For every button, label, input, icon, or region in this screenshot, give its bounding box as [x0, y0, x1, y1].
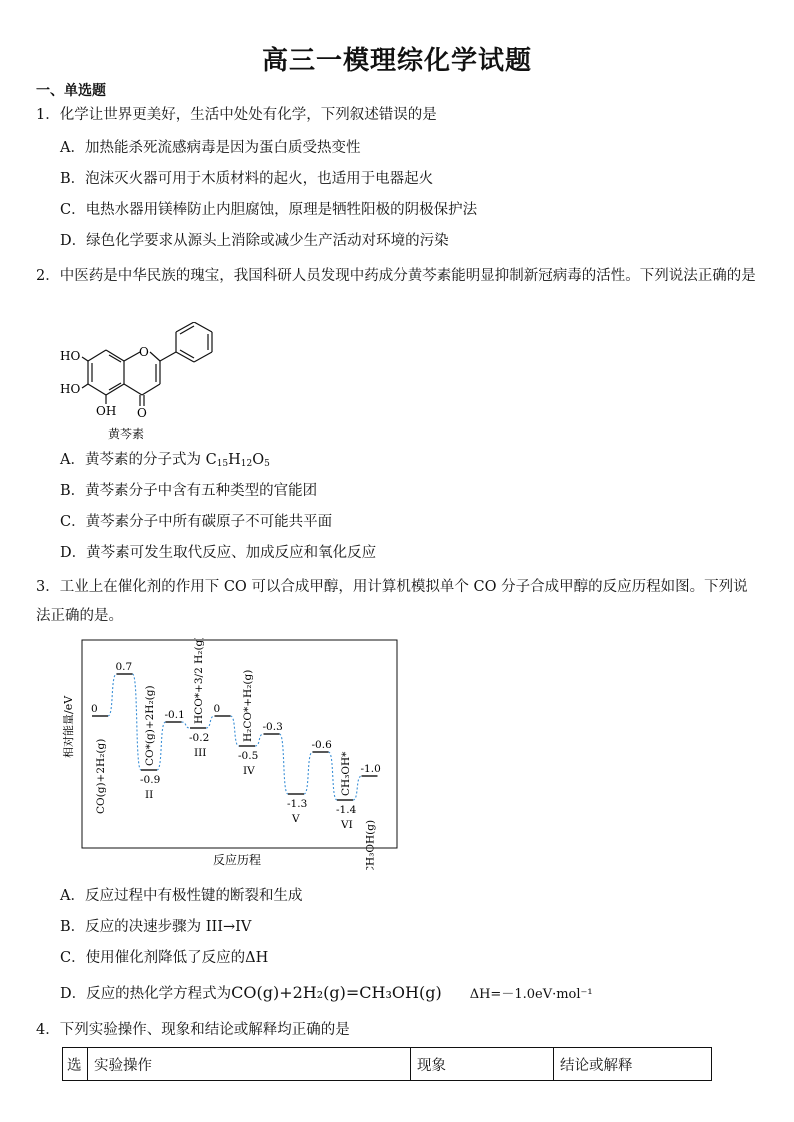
transition-curve-11 — [353, 776, 362, 800]
energy-profile-chart — [55, 638, 405, 874]
question-3-stem: 3．工业上在催化剂的作用下 CO 可以合成甲醇，用计算机模拟单个 CO 分子合成甲醇的反应历程如图。下列说法正确的是。 — [36, 579, 748, 624]
energy-value-label-4: -0.2 — [189, 732, 210, 744]
energy-value-label-7: -0.3 — [262, 721, 283, 733]
question-3-option-a[interactable]: A．反应过程中有极性键的断裂和生成 — [60, 888, 303, 904]
energy-value-label-2: -0.9 — [140, 774, 161, 786]
species-label-11: CH₃OH(g) — [364, 819, 377, 870]
transition-curve-7 — [255, 734, 264, 746]
energy-value-label-10: -1.4 — [336, 804, 357, 816]
transition-curve-1 — [108, 674, 117, 716]
species-label-6: H₂CO*+H₂(g) — [242, 669, 254, 742]
page-title: 高三一模理综化学试题 — [261, 46, 532, 76]
transition-curve-3 — [157, 722, 166, 770]
question-3-option-c[interactable]: C．使用催化剂降低了反应的ΔH — [60, 950, 269, 966]
baicalein-structure — [58, 322, 228, 448]
question-4-stem: 4．下列实验操作、现象和结论或解释均正确的是 — [36, 1022, 350, 1038]
question-1-option-a[interactable]: A．加热能杀死流感病毒是因为蛋白质受热变性 — [60, 140, 361, 156]
experiment-table — [62, 1047, 712, 1081]
energy-value-label-8: -1.3 — [287, 798, 308, 810]
structure-label-oh: OH — [96, 404, 117, 418]
question-1-option-c[interactable]: C．电热水器用镁棒防止内胆腐蚀，原理是牺牲阳极的阴极保护法 — [60, 202, 478, 218]
question-1-option-b[interactable]: B．泡沫灭火器可用于木质材料的起火，也适用于电器起火 — [60, 171, 434, 187]
transition-curve-5 — [206, 716, 215, 728]
section-heading: 一、单选题 — [36, 83, 106, 99]
transition-curve-10 — [329, 752, 338, 800]
energy-value-label-9: -0.6 — [311, 739, 332, 751]
state-roman-label-4: III — [194, 747, 207, 759]
question-3-option-d[interactable] — [60, 983, 593, 1005]
transition-curve-4 — [182, 722, 191, 728]
structure-label-ho-upper: HO — [60, 349, 81, 363]
structure-label-ho-lower: HO — [60, 382, 81, 396]
transition-curve-9 — [304, 752, 313, 794]
subscript-h: 12 — [240, 459, 253, 469]
table-header-row — [63, 1048, 712, 1081]
species-label-2: CO*(g)+2H₂(g) — [144, 685, 156, 766]
state-roman-label-8: V — [292, 813, 300, 825]
option-d-equation: CO(g)+2H₂(g)=CH₃OH(g) — [231, 983, 442, 1002]
question-2-stem: 2．中医药是中华民族的瑰宝，我国科研人员发现中药成分黄芩素能明显抑制新冠病毒的活性。下列说法正确的是 — [36, 268, 756, 284]
y-axis-label: 相对能量/eV — [62, 695, 75, 758]
species-label-10: CH₃OH* — [340, 751, 352, 796]
option-d-text: D．反应的热化学方程式为 — [60, 986, 232, 1002]
species-label-0: CO(g)+2H₂(g) — [95, 738, 107, 814]
species-label-4: HCO*+3/2 H₂(g) — [193, 638, 205, 724]
option-a-text: A．黄芩素的分子式为 C — [60, 452, 217, 468]
state-roman-label-6: IV — [243, 765, 255, 777]
state-roman-label-10: VI — [341, 819, 353, 831]
element-h: H — [228, 452, 241, 468]
transition-curve-8 — [280, 734, 289, 794]
question-2-option-c[interactable]: C．黄芩素分子中所有碳原子不可能共平面 — [60, 514, 333, 530]
table-header-operation: 实验操作 — [88, 1048, 411, 1081]
table-header-phenomenon: 现象 — [411, 1048, 554, 1081]
structure-label-carbonyl-o: O — [137, 406, 147, 420]
x-axis-label: 反应历程 — [213, 853, 262, 867]
subscript-c: 15 — [216, 459, 229, 469]
question-2-option-a[interactable] — [60, 450, 270, 474]
option-d-enthalpy: ΔH=－1.0eV·mol⁻¹ — [469, 987, 593, 1002]
energy-value-label-3: -0.1 — [164, 709, 185, 721]
question-3-option-b[interactable]: B．反应的决速步骤为 III→IV — [60, 919, 252, 935]
subscript-o: 5 — [264, 459, 270, 469]
question-2-option-d[interactable]: D．黄芩素可发生取代反应、加成反应和氧化反应 — [60, 545, 377, 561]
energy-value-label-5: 0 — [213, 703, 221, 715]
transition-curve-2 — [133, 674, 142, 770]
energy-value-label-11: -1.0 — [360, 763, 381, 775]
table-header-conclusion: 结论或解释 — [554, 1048, 712, 1081]
question-2-option-b[interactable]: B．黄芩素分子中含有五种类型的官能团 — [60, 483, 318, 499]
energy-value-label-6: -0.5 — [238, 750, 259, 762]
energy-value-label-0: 0 — [91, 703, 98, 715]
question-1-option-d[interactable]: D．绿色化学要求从源头上消除或减少生产活动对环境的污染 — [60, 233, 449, 249]
state-roman-label-2: II — [145, 789, 154, 801]
energy-value-label-1: 0.7 — [115, 661, 133, 673]
structure-name: 黄芩素 — [108, 427, 145, 441]
table-header-option: 选 — [63, 1048, 88, 1081]
element-o: O — [252, 452, 265, 468]
transition-curve-6 — [231, 716, 240, 746]
question-1-stem: 1．化学让世界更美好，生活中处处有化学，下列叙述错误的是 — [36, 107, 437, 123]
structure-label-ring-o: O — [139, 345, 149, 359]
